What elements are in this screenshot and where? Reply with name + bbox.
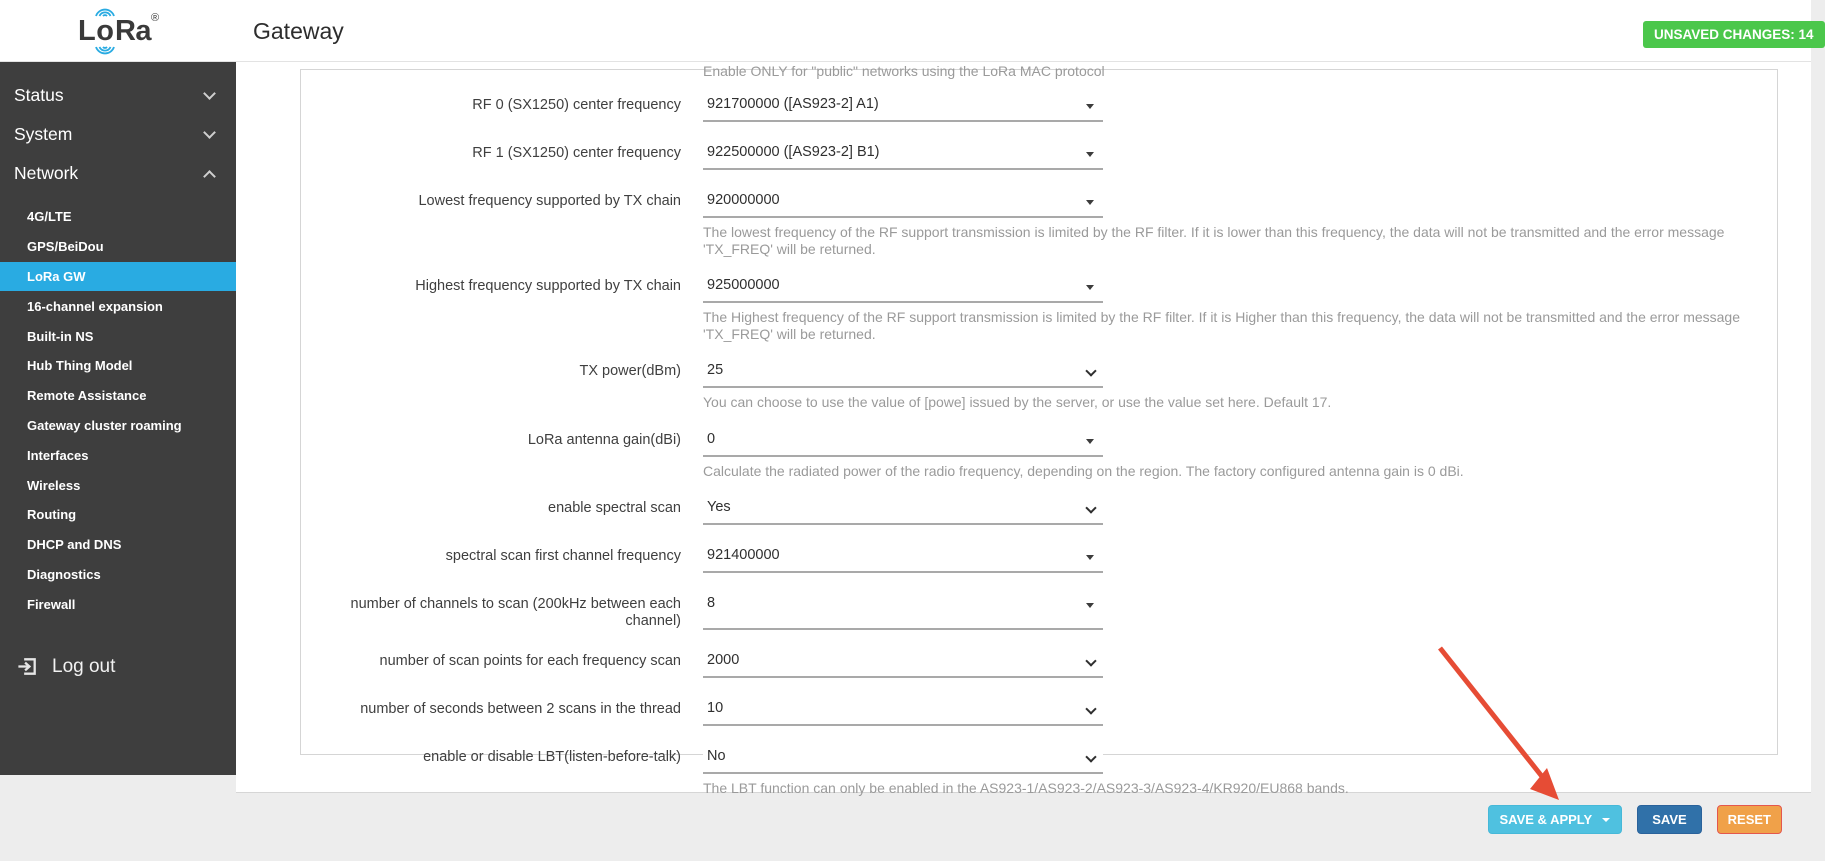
sidebar-section-system[interactable] bbox=[0, 115, 236, 154]
select-dropdown[interactable] bbox=[703, 745, 1103, 774]
sidebar-item-dhcp-and-dns[interactable]: DHCP and DNS bbox=[27, 537, 122, 553]
form-row bbox=[301, 496, 1777, 525]
logout-label: Log out bbox=[52, 655, 116, 677]
logo-arcs-bottom-icon bbox=[93, 41, 117, 59]
form-action-bar bbox=[0, 805, 1782, 834]
select-value: 920000000 bbox=[707, 192, 780, 208]
sidebar-section-network[interactable] bbox=[0, 154, 236, 193]
select-value: 0 bbox=[707, 430, 716, 447]
logo-arcs-top-icon bbox=[93, 4, 117, 22]
field-help-text: You can choose to use the value of [powe] issued by the server, or use the value set here. Default 17. bbox=[703, 394, 1332, 410]
registered-mark: ® bbox=[151, 12, 160, 24]
field-help-text: Calculate the radiated power of the radio frequency, depending on the region. The factory configured antenna gain is 0 dBi. bbox=[703, 462, 1464, 479]
form-row bbox=[301, 697, 1777, 726]
field-label: TX power(dBm) bbox=[579, 363, 681, 379]
sidebar-item-diagnostics[interactable]: Diagnostics bbox=[27, 566, 101, 582]
form-rows bbox=[301, 81, 1777, 797]
sidebar-item-routing[interactable]: Routing bbox=[27, 507, 77, 523]
select-value: 10 bbox=[707, 700, 724, 716]
form-row bbox=[301, 359, 1777, 388]
field-label: enable or disable LBT(listen-before-talk) bbox=[423, 749, 681, 765]
select-dropdown[interactable] bbox=[703, 189, 1103, 218]
sidebar-section-label: Status bbox=[14, 85, 64, 105]
dropdown-triangle-icon bbox=[1086, 439, 1094, 444]
field-label: spectral scan first channel frequency bbox=[445, 548, 681, 564]
field-help-text: The Highest frequency of the RF support transmission is limited by the RF filter. If it is Higher than this frequency, the data will not be transmitted and the error message 'TX_FREQ' will be returned. bbox=[703, 309, 1740, 342]
dropdown-triangle-icon bbox=[1086, 152, 1094, 157]
select-value: Yes bbox=[707, 499, 731, 515]
sidebar-network-submenu bbox=[0, 202, 236, 619]
reset-button[interactable]: RESET bbox=[1717, 805, 1782, 834]
unsaved-changes-badge[interactable]: UNSAVED CHANGES: 14 bbox=[1643, 21, 1825, 48]
field-label: Lowest frequency supported by TX chain bbox=[418, 193, 681, 209]
select-value: 921700000 ([AS923-2] A1) bbox=[707, 96, 879, 112]
sidebar-item-remote-assistance[interactable]: Remote Assistance bbox=[27, 388, 147, 404]
field-label: number of scan points for each frequency scan bbox=[379, 653, 681, 669]
select-dropdown[interactable] bbox=[703, 141, 1103, 170]
sidebar-item-wireless[interactable]: Wireless bbox=[27, 477, 81, 493]
select-value: 2000 bbox=[707, 652, 740, 668]
field-label: LoRa antenna gain(dBi) bbox=[527, 431, 681, 448]
main-content bbox=[236, 62, 1811, 796]
dropdown-chevron-icon bbox=[1085, 703, 1096, 714]
sidebar-item-built-in-ns[interactable]: Built-in NS bbox=[27, 328, 94, 344]
select-value: No bbox=[707, 748, 726, 764]
sidebar-item-lora-gw[interactable]: LoRa GW bbox=[0, 262, 236, 292]
form-row bbox=[301, 93, 1777, 122]
field-label: Highest frequency supported by TX chain bbox=[415, 278, 681, 294]
field-label: enable spectral scan bbox=[548, 500, 681, 516]
dropdown-chevron-icon bbox=[1085, 655, 1096, 666]
form-row bbox=[301, 745, 1777, 774]
sidebar-item-16-channel-expansion[interactable]: 16-channel expansion bbox=[27, 298, 163, 314]
dropdown-triangle-icon bbox=[1086, 555, 1094, 560]
logout-icon bbox=[16, 655, 39, 678]
select-dropdown[interactable] bbox=[703, 544, 1103, 573]
sidebar-item-interfaces[interactable]: Interfaces bbox=[27, 447, 89, 463]
field-help-text: The LBT function can only be enabled in the AS923-1/AS923-2/AS923-3/AS923-4/KR920/EU868 bands. bbox=[703, 780, 1349, 796]
select-value: 25 bbox=[707, 362, 724, 378]
chevron-down-icon bbox=[203, 87, 216, 100]
field-label: number of seconds between 2 scans in the thread bbox=[360, 701, 681, 717]
select-dropdown[interactable] bbox=[703, 359, 1103, 388]
chevron-down-icon bbox=[203, 126, 216, 139]
dropdown-chevron-icon bbox=[1085, 502, 1096, 513]
sidebar-nav bbox=[0, 62, 236, 775]
select-dropdown[interactable] bbox=[703, 697, 1103, 726]
dropdown-triangle-icon bbox=[1086, 104, 1094, 109]
top-header bbox=[0, 0, 1814, 62]
form-row bbox=[301, 189, 1777, 218]
select-dropdown[interactable] bbox=[703, 496, 1103, 525]
lora-settings-form bbox=[300, 63, 1778, 796]
logout-button[interactable] bbox=[0, 655, 236, 678]
select-value: 921400000 bbox=[707, 547, 780, 563]
sidebar-item-firewall[interactable]: Firewall bbox=[27, 596, 76, 612]
dropdown-chevron-icon bbox=[1085, 365, 1096, 376]
chevron-up-icon bbox=[203, 170, 216, 183]
save-and-apply-button[interactable] bbox=[1488, 805, 1623, 834]
save-apply-dropdown-caret-icon[interactable] bbox=[1602, 818, 1610, 822]
page-title: Gateway bbox=[253, 18, 344, 44]
dropdown-chevron-icon bbox=[1085, 751, 1096, 762]
select-value: 8 bbox=[707, 595, 716, 611]
sidebar-section-label: System bbox=[14, 124, 73, 144]
logo-text: L bbox=[78, 15, 96, 47]
form-row bbox=[301, 649, 1777, 678]
logo-text: Ra bbox=[114, 15, 152, 47]
sidebar-item-hub-thing-model[interactable]: Hub Thing Model bbox=[27, 358, 133, 374]
form-row bbox=[301, 544, 1777, 573]
field-label: RF 0 (SX1250) center frequency bbox=[472, 97, 681, 113]
clipped-help-text: Enable ONLY for "public" networks using the LoRa MAC protocol bbox=[703, 63, 1105, 79]
select-value: 922500000 ([AS923-2] B1) bbox=[707, 144, 880, 160]
select-dropdown[interactable] bbox=[703, 274, 1103, 303]
select-dropdown[interactable] bbox=[703, 428, 1103, 457]
field-label: number of channels to scan (200kHz between each channel) bbox=[350, 596, 681, 629]
select-value: 925000000 bbox=[707, 277, 780, 293]
select-dropdown[interactable] bbox=[703, 649, 1103, 678]
field-label: RF 1 (SX1250) center frequency bbox=[472, 145, 681, 161]
lora-logo bbox=[78, 14, 159, 48]
form-row bbox=[301, 274, 1777, 303]
sidebar-item-4g-lte[interactable]: 4G/LTE bbox=[27, 209, 72, 225]
form-row bbox=[301, 592, 1777, 630]
save-and-apply-label: SAVE & APPLY bbox=[1499, 812, 1593, 827]
field-help-text: The lowest frequency of the RF support transmission is limited by the RF filter. If it is lower than this frequency, the data will not be transmitted and the error message 'TX_FREQ' will be returned. bbox=[703, 224, 1725, 257]
form-row bbox=[301, 141, 1777, 170]
logo-text: o bbox=[96, 15, 114, 47]
sidebar-item-gateway-cluster-roaming[interactable]: Gateway cluster roaming bbox=[27, 417, 182, 433]
select-dropdown[interactable] bbox=[703, 592, 1103, 630]
sidebar-section-status[interactable] bbox=[0, 76, 236, 115]
dropdown-triangle-icon bbox=[1086, 200, 1094, 205]
dropdown-triangle-icon bbox=[1086, 285, 1094, 290]
save-button[interactable]: SAVE bbox=[1637, 805, 1701, 834]
sidebar-item-gps-beidou[interactable]: GPS/BeiDou bbox=[27, 239, 104, 255]
form-row bbox=[301, 428, 1777, 457]
sidebar-section-label: Network bbox=[14, 163, 79, 183]
dropdown-triangle-icon bbox=[1086, 603, 1094, 608]
select-dropdown[interactable] bbox=[703, 93, 1103, 122]
